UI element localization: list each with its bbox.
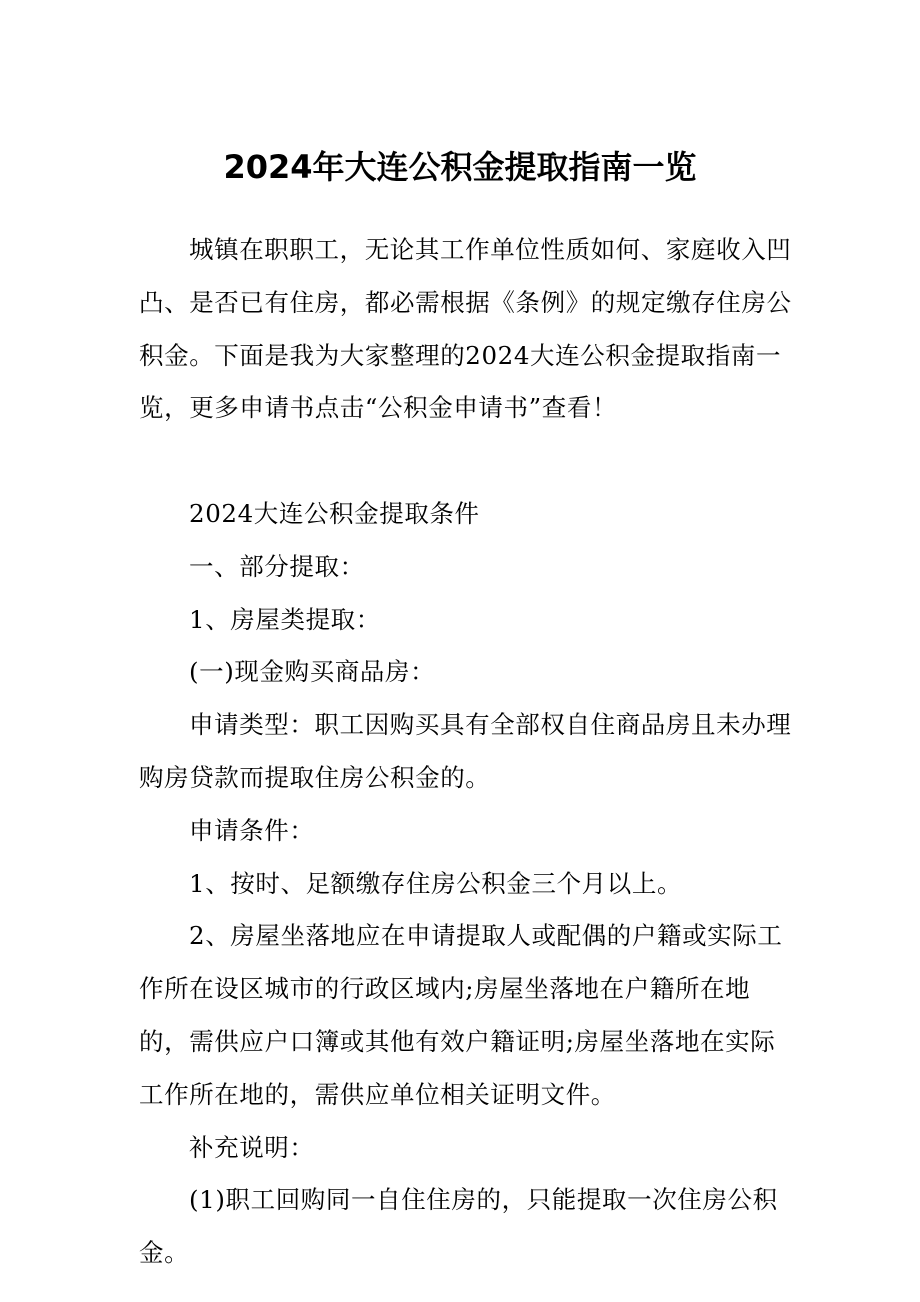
condition-item-2: 2、房屋坐落地应在申请提取人或配偶的户籍或实际工作所在设区城市的行政区域内;房屋坐落地在户籍所在地的，需供应户口簿或其他有效户籍证明;房屋坐落地在实际工作所在地的，需供应单位相关证明文件。 [139, 921, 783, 1109]
apply-type-paragraph: 申请类型：职工因购买具有全部权自住商品房且未办理购房贷款而提取住房公积金的。 [139, 710, 792, 792]
supplement-label: 补充说明： [189, 1132, 315, 1162]
part-heading: 一、部分提取： [189, 551, 365, 581]
sub-heading: 1、房屋类提取： [189, 604, 381, 634]
condition-item-1: 1、按时、足额缴存住房公积金三个月以上。 [189, 868, 683, 898]
document-title: 2024年大连公积金提取指南一览 [223, 148, 697, 186]
item-heading: (一)现金购买商品房： [189, 657, 436, 687]
document-body [139, 224, 794, 1280]
conditions-label: 申请条件： [189, 815, 315, 845]
intro-paragraph: 城镇在职职工，无论其工作单位性质如何、家庭收入凹凸、是否已有住房，都必需根据《条例》的规定缴存住房公积金。下面是我为大家整理的2024大连公积金提取指南一览，更多申请书点击“公积金申请书”查看！ [139, 235, 792, 423]
supplement-item-1: (1)职工回购同一自住住房的，只能提取一次住房公积金。 [139, 1185, 778, 1268]
paragraph-gap [139, 435, 794, 488]
section-heading: 2024大连公积金提取条件 [189, 498, 480, 528]
